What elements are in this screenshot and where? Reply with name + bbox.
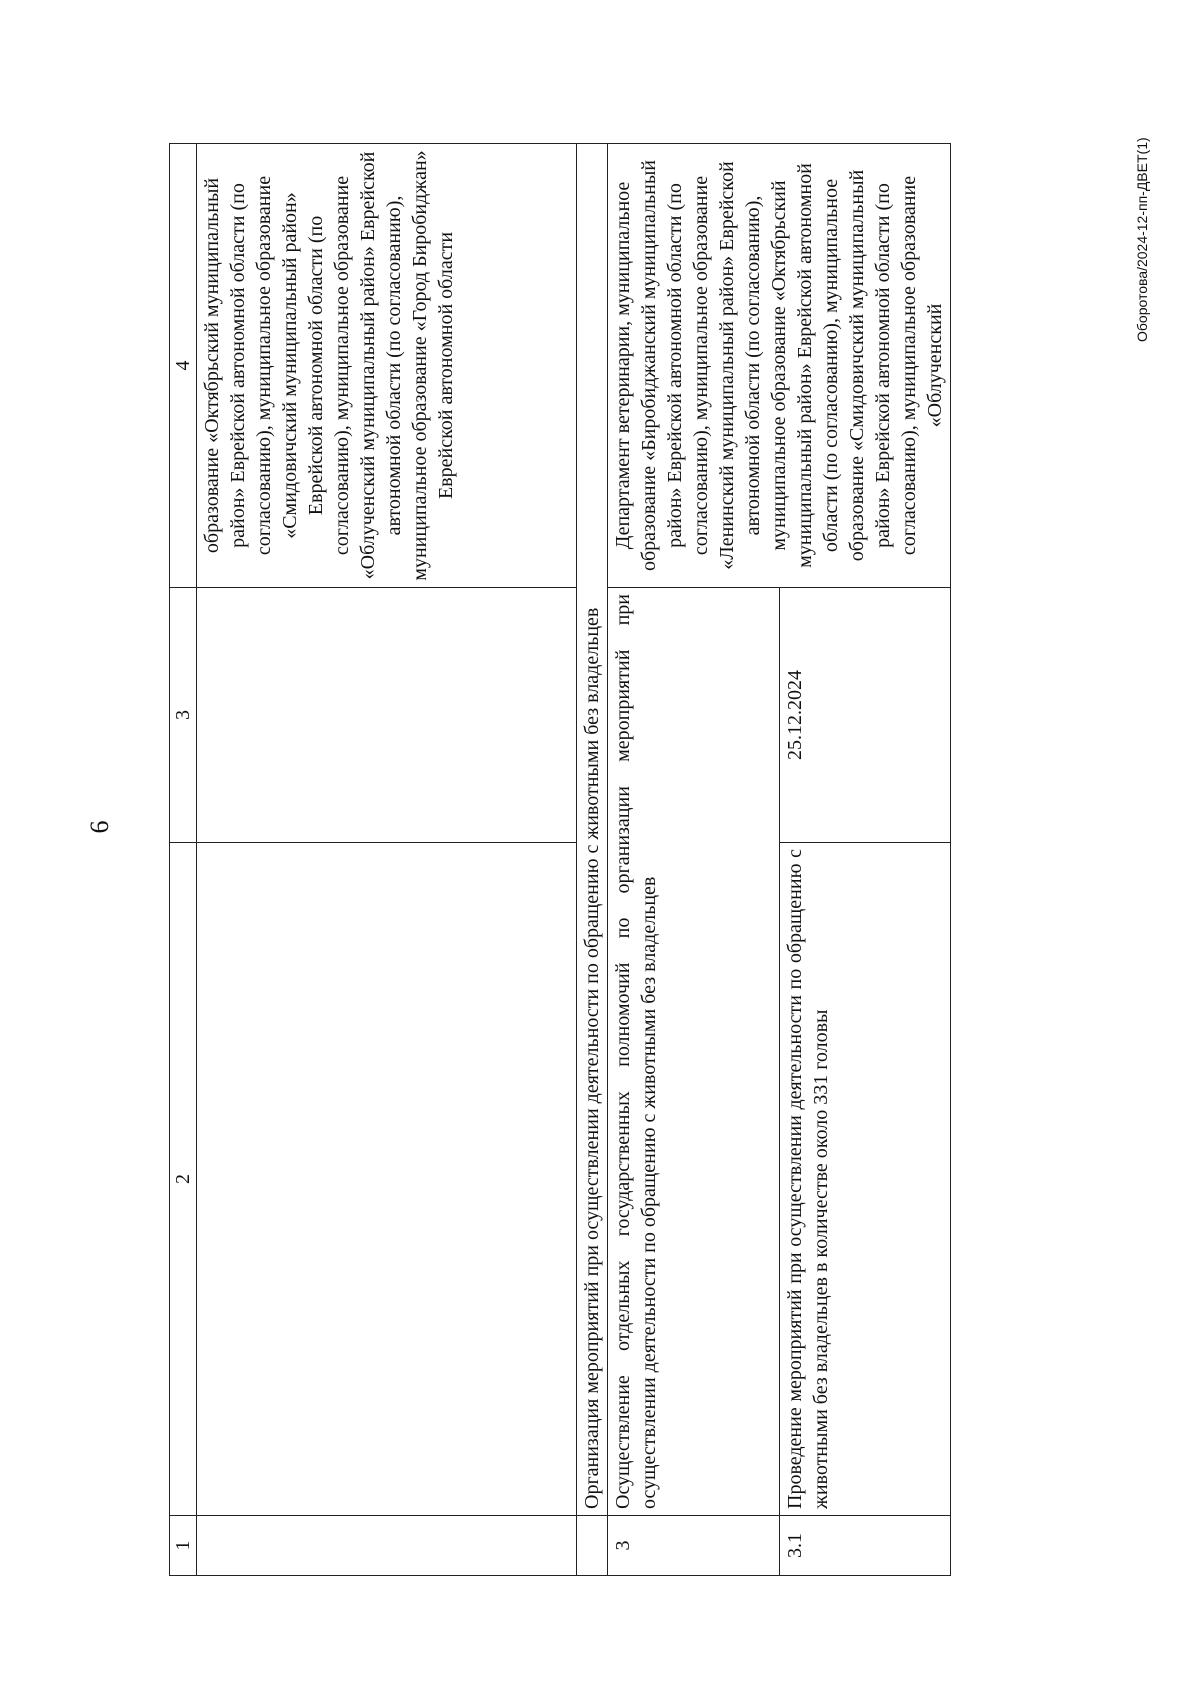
header-cell-3: 3 — [170, 588, 197, 843]
cell-empty — [577, 1516, 608, 1576]
header-cell-2: 2 — [170, 843, 197, 1516]
page-number: 6 — [85, 820, 114, 834]
deadline-date: 25.12.2024 — [779, 588, 951, 843]
section-row — [577, 144, 608, 1576]
header-cell-1: 1 — [170, 1516, 197, 1576]
section-title: Организация мероприятий при осуществлении деятельности по обращению с животными без владельцев — [577, 144, 608, 1516]
table-row-continuation — [197, 144, 577, 1576]
row-description: Осуществление отдельных государственных полномочий по организации мероприятий при осуществлении деятельности по обращению с животными без владельцев — [608, 588, 780, 1516]
row-description: Проведение мероприятий при осуществлении деятельности по обращению с животными без владельцев в количестве около 331 головы — [779, 843, 951, 1516]
table-row-3 — [608, 144, 780, 1576]
document-code: Оборотова/2024-12-пп-ДВЕТ(1) — [1134, 137, 1150, 342]
cell-empty — [197, 588, 577, 843]
responsible-cell: Департамент ветеринарии, муниципальное образование «Биробиджанский муниципальный район» Еврейской автономной области (по согласованию), муниципальное образование «Ленинский муниципальный район» Еврейской автономной области (по согласованию), муниципальное образование «Октябрьский муниципальный район» Еврейской автономной области (по согласованию), муниципальное образование «Смидовичский муниципальный район» Еврейской автономной области (по согласованию), муниципальное образование «Облученский — [608, 144, 951, 588]
row-number: 3 — [608, 1516, 780, 1576]
responsible-cell: образование «Октябрьский муниципальный район» Еврейской автономной области (по согласованию), муниципальное образование «Смидовичский муниципальный район» Еврейской автономной области (по согласованию), муниципальное образование «Облученский муниципальный район» Еврейской автономной области (по согласованию), муниципальное образование «Город Биробиджан» Еврейской автономной области — [197, 144, 577, 588]
cell-empty — [197, 1516, 577, 1576]
table-header-row — [170, 144, 197, 1576]
header-cell-4: 4 — [170, 144, 197, 588]
row-number: 3.1 — [779, 1516, 951, 1576]
plan-table — [169, 143, 951, 1576]
cell-empty — [197, 843, 577, 1516]
